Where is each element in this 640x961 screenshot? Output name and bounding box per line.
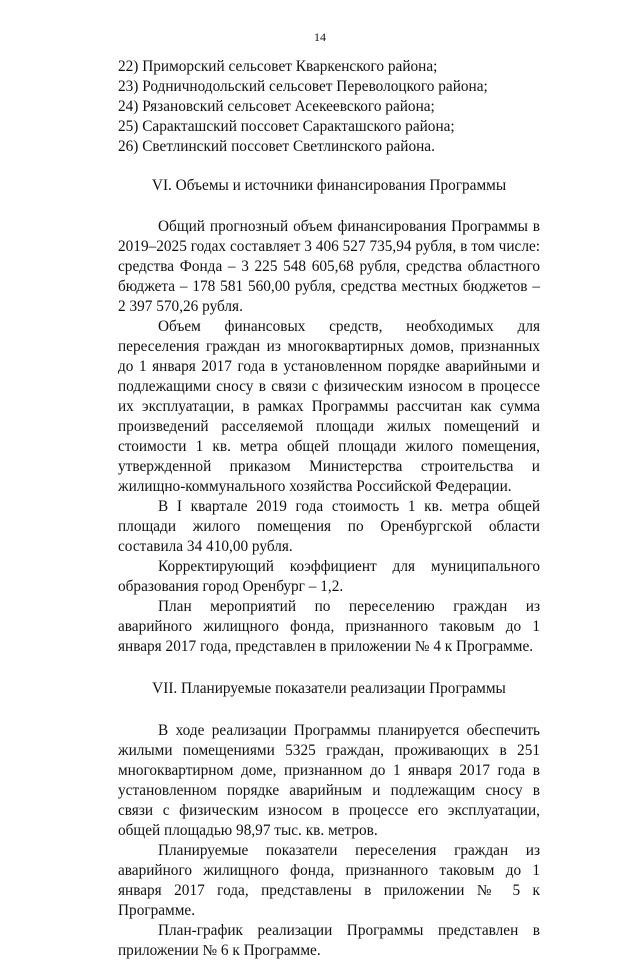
section-6-paragraph: Объем финансовых средств, необходимых для переселения граждан из многоквартирных домов, признанных до 1 января 2017 года в установленном порядке аварийными и подлежащими сносу в связи с физическим износом в процессе их эксплуатации, в рамках Программы рассчитан как сумма произведений расселяемой площади жилых помещений и стоимости 1 кв. метра общей площади жилого помещения, утвержденной приказом Министерства строительства и жилищно-коммунального хозяйства Российской Федерации. [118,318,540,495]
section-7-title: VII. Планируемые показатели реализации Программы [152,680,506,697]
document-body [118,57,540,961]
settlement-list [118,57,540,157]
section-6-paragraph: Общий прогнозный объем финансирования Программы в 2019–2025 годах составляет 3 406 527 735,94 рубля, в том числе: средства Фонда – 3 225 548 605,68 рубля, средства областного бюджета – 178 581 560,00 рубля, средства местных бюджетов – 2 397 570,26 рубля. [118,218,540,315]
list-item: 25) Саракташский поссовет Саракташского района; [118,118,455,135]
section-6-paragraph: Корректирующий коэффициент для муниципального образования город Оренбург – 1,2. [118,558,540,595]
section-6-paragraph: В I квартале 2019 года стоимость 1 кв. метра общей площади жилого помещения по Оренбургской области составила 34 410,00 рубля. [118,498,540,555]
list-item: 22) Приморский сельсовет Кваркенского района; [118,58,438,75]
list-item: 23) Родничнодольский сельсовет Переволоцкого района; [118,78,488,95]
list-item: 24) Рязановский сельсовет Асекеевского района; [118,98,435,115]
page-number: 14 [314,30,326,44]
list-item: 26) Светлинский поссовет Светлинского района. [118,138,435,155]
section-6-paragraph: План мероприятий по переселению граждан из аварийного жилищного фонда, признанного таковым до 1 января 2017 года, представлен в приложении № 4 к Программе. [118,598,540,655]
section-7-paragraph: План-график реализации Программы представлен в приложении № 6 к Программе. [118,922,540,959]
section-7-paragraph: Планируемые показатели переселения граждан из аварийного жилищного фонда, признанного таковым до 1 января 2017 года, представлены в приложении № 5 к Программе. [118,842,540,919]
section-6-title: VI. Объемы и источники финансирования Программы [151,177,507,194]
section-7-paragraph: В ходе реализации Программы планируется обеспечить жилыми помещениями 5325 граждан, проживающих в 251 многоквартирном доме, признанном до 1 января 2017 года в установленном порядке аварийным и подлежащим сносу в связи с физическим износом в процессе его эксплуатации, общей площадью 98,97 тыс. кв. метров. [118,722,540,839]
